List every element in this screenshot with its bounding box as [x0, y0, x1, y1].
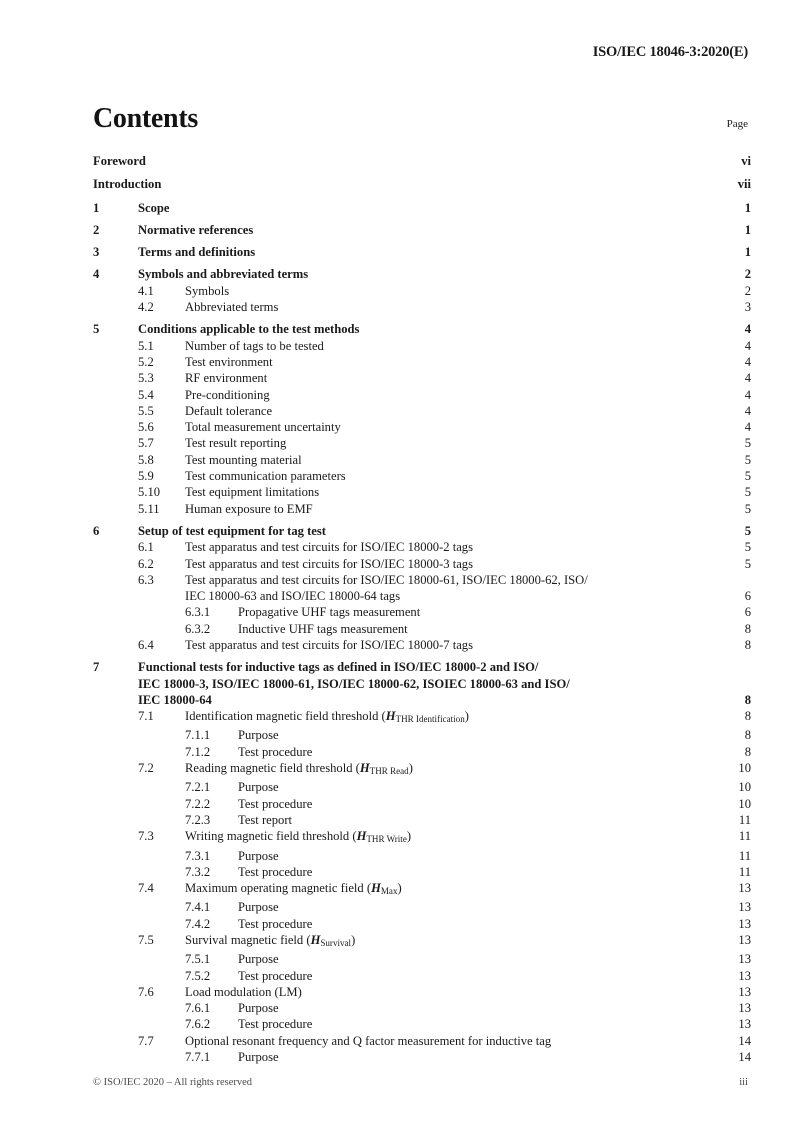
toc-entry[interactable]	[93, 354, 751, 370]
toc-entry-number: 7.2.3	[185, 812, 211, 827]
toc-entry-number: 6.3	[138, 572, 154, 587]
toc-entry-label: Number of tags to be tested	[185, 338, 324, 353]
toc-entry-label: Abbreviated terms	[185, 300, 279, 315]
toc-entry[interactable]	[93, 403, 751, 419]
toc-entry-number: 7.4.2	[185, 916, 211, 931]
toc-entry-label: Pre-conditioning	[185, 387, 270, 402]
toc-entry[interactable]	[93, 501, 751, 517]
toc-entry-number: 7.1	[138, 709, 154, 724]
toc-entry-number: 7.3.2	[185, 864, 211, 879]
toc-entry[interactable]	[93, 370, 751, 386]
toc-entry[interactable]	[93, 468, 751, 484]
toc-entry[interactable]	[93, 283, 751, 299]
toc-entry-label: Test apparatus and test circuits for ISO/IEC 18000-2 tags	[185, 540, 474, 555]
toc-entry-number: 6.2	[138, 556, 154, 571]
toc-entry-number: 6.4	[138, 638, 154, 653]
toc-entry-page: 4	[744, 387, 751, 402]
toc-entry-label-line: Test apparatus and test circuits for ISO/IEC 18000-61, ISO/IEC 18000-62, ISO/	[185, 572, 588, 587]
toc-entry[interactable]	[93, 556, 751, 572]
toc-entry[interactable]	[93, 637, 751, 653]
toc-entry-number: 5.3	[138, 371, 154, 386]
toc-entry[interactable]	[93, 899, 751, 915]
toc-entry-label-line: IEC 18000-3, ISO/IEC 18000-61, ISO/IEC 18000-62, ISOIEC 18000-63 and ISO/	[138, 676, 570, 691]
symbol-subscript: THR Identification	[395, 714, 465, 725]
toc-entry-label: Terms and definitions	[138, 245, 256, 260]
toc-entry-label: Test equipment limitations	[185, 485, 320, 500]
toc-entry-page: 8	[744, 638, 751, 653]
toc-entry-page: 4	[744, 371, 751, 386]
toc-entry-label: Purpose	[238, 780, 279, 795]
toc-entry[interactable]	[93, 299, 751, 315]
symbol-subscript: THR Write	[366, 834, 407, 845]
toc-entry-label: Setup of test equipment for tag test	[138, 523, 326, 538]
toc-entry-page: 1	[744, 245, 751, 260]
page-footer	[93, 1077, 748, 1088]
toc-entry-page: 1	[744, 222, 751, 237]
toc-entry-label-line: Functional tests for inductive tags as defined in ISO/IEC 18000-2 and ISO/	[138, 660, 539, 675]
toc-entry-label: Test report	[238, 812, 293, 827]
toc-entry-page: 11	[738, 829, 751, 844]
toc-entry-page: vi	[741, 154, 751, 168]
toc-entry-page: 13	[738, 1001, 751, 1016]
toc-entry-page: 4	[744, 403, 751, 418]
toc-entry-label: Test procedure	[238, 744, 313, 759]
toc-entry-label: Test procedure	[238, 864, 313, 879]
table-of-contents	[93, 153, 751, 1065]
toc-entry-page: 3	[744, 300, 751, 315]
toc-entry-label: Reading magnetic field threshold $(H_{THR Read})$	[185, 761, 413, 777]
toc-entry-page: 2	[744, 267, 751, 282]
toc-entry[interactable]	[93, 621, 751, 637]
toc-entry-number: 5.1	[138, 338, 154, 353]
toc-entry-number: 5.5	[138, 403, 154, 418]
toc-entry[interactable]	[93, 1016, 751, 1032]
toc-entry-page: 8	[744, 621, 751, 636]
toc-entry-number: 4.1	[138, 283, 154, 298]
toc-entry[interactable]	[93, 880, 751, 899]
toc-entry[interactable]	[93, 828, 751, 847]
toc-entry-number: 7.6.1	[185, 1001, 211, 1016]
toc-entry-label: Purpose	[238, 1050, 279, 1065]
toc-entry-number: 5	[93, 322, 100, 337]
toc-entry-number: 7.7.1	[185, 1050, 211, 1065]
toc-entry-page: 5	[744, 556, 751, 571]
toc-entry-label: Purpose	[238, 1001, 279, 1016]
toc-entry-page: 13	[738, 952, 751, 967]
toc-entry-number: 7.6.2	[185, 1017, 211, 1032]
toc-entry-label: Introduction	[93, 177, 162, 192]
page-title: Contents	[93, 103, 198, 134]
toc-entry-page: 13	[738, 984, 751, 999]
toc-entry-page: 11	[738, 848, 751, 863]
toc-entry-label	[138, 659, 751, 708]
symbol-letter: H	[310, 933, 321, 947]
toc-entry-label: Purpose	[238, 900, 279, 915]
toc-entry-page: 14	[738, 1050, 751, 1065]
toc-entry-number: 2	[93, 222, 100, 237]
toc-entry[interactable]	[93, 659, 751, 708]
toc-entry[interactable]	[93, 1033, 751, 1049]
toc-entry-page: 13	[738, 881, 751, 896]
toc-entry-number: 5.9	[138, 469, 154, 484]
toc-entry-page: 14	[738, 1033, 751, 1048]
toc-entry-page: 5	[744, 436, 751, 451]
toc-entry-page: 5	[744, 540, 751, 555]
toc-entry-number: 6.3.1	[185, 605, 211, 620]
toc-entry-label: Inductive UHF tags measurement	[238, 621, 408, 636]
toc-entry[interactable]	[93, 266, 751, 282]
toc-entry-label: Survival magnetic field $(H_{Survival})$	[185, 933, 356, 948]
toc-entry-number: 7	[93, 660, 100, 675]
toc-entry-number: 7.6	[138, 984, 154, 999]
toc-entry-label: Test procedure	[238, 796, 313, 811]
toc-entry[interactable]	[93, 796, 751, 812]
toc-entry-number: 7.7	[138, 1033, 154, 1048]
toc-entry[interactable]	[93, 539, 751, 555]
toc-entry-number: 7.1.1	[185, 728, 211, 743]
toc-entry[interactable]	[93, 338, 751, 354]
toc-entry-label: Maximum operating magnetic field $(H_{Max})$	[185, 881, 402, 897]
toc-entry-page: 11	[738, 812, 751, 827]
toc-entry-label: Scope	[138, 200, 170, 215]
toc-entry[interactable]	[93, 523, 751, 539]
toc-entry[interactable]	[93, 1049, 751, 1065]
toc-entry-page: 13	[738, 1017, 751, 1032]
toc-entry-label: Writing magnetic field threshold $(H_{THR Write})$	[185, 829, 412, 845]
toc-entry-label: Conditions applicable to the test methods	[138, 322, 360, 337]
toc-entry[interactable]	[93, 604, 751, 620]
toc-entry[interactable]	[93, 779, 751, 795]
toc-entry-page: 13	[738, 916, 751, 931]
toc-entry[interactable]	[93, 435, 751, 451]
toc-entry[interactable]	[93, 1000, 751, 1016]
toc-entry-number: 7.2	[138, 761, 154, 776]
toc-entry-page: vii	[737, 177, 751, 192]
toc-entry[interactable]	[93, 176, 751, 192]
toc-entry-label	[185, 572, 751, 605]
toc-entry-label: Purpose	[238, 952, 279, 967]
toc-entry-number: 5.8	[138, 452, 154, 467]
toc-entry-label: Optional resonant frequency and Q factor measurement for inductive tag	[185, 1033, 552, 1048]
toc-entry-page: 10	[738, 796, 751, 811]
toc-entry-page: 5	[744, 523, 751, 538]
toc-entry-page: 8	[744, 709, 751, 724]
toc-entry-label: Purpose	[238, 848, 279, 863]
toc-entry-number: 7.1.2	[185, 744, 211, 759]
toc-entry[interactable]	[93, 708, 751, 727]
symbol-subscript: Max	[380, 886, 398, 897]
toc-entry-page: 8	[744, 692, 751, 707]
toc-entry-page: 8	[744, 744, 751, 759]
toc-entry[interactable]	[93, 387, 751, 403]
toc-entry[interactable]	[93, 848, 751, 864]
copyright-notice: © ISO/IEC 2020 – All rights reserved	[93, 1077, 253, 1088]
toc-entry-label: Test mounting material	[185, 452, 302, 467]
toc-entry-number: 7.2.1	[185, 780, 211, 795]
toc-entry-page: 5	[744, 452, 751, 467]
toc-entry-label: Foreword	[93, 154, 146, 168]
toc-entry-page: 10	[738, 761, 751, 776]
toc-entry-page: 10	[738, 780, 751, 795]
toc-entry-label: Test procedure	[238, 1017, 313, 1032]
toc-entry-number: 7.4	[138, 881, 154, 896]
toc-entry-label: Test procedure	[238, 916, 313, 931]
toc-entry-number: 5.11	[138, 501, 160, 516]
toc-entry-page: 6	[744, 605, 751, 620]
page-column-label: Page	[726, 118, 748, 130]
toc-entry[interactable]	[93, 222, 751, 238]
toc-entry[interactable]	[93, 812, 751, 828]
toc-entry-number: 3	[93, 245, 100, 260]
toc-entry-number: 1	[93, 200, 100, 215]
toc-entry-label: Test apparatus and test circuits for ISO/IEC 18000-3 tags	[185, 556, 474, 571]
toc-entry-page: 11	[738, 864, 751, 879]
toc-entry-label: Load modulation (LM)	[185, 984, 302, 999]
toc-entry[interactable]	[93, 484, 751, 500]
toc-entry-number: 6.3.2	[185, 621, 211, 636]
toc-entry-label-line: IEC 18000-64	[138, 692, 212, 707]
toc-entry-page: 2	[744, 283, 751, 298]
toc-entry[interactable]	[93, 244, 751, 260]
toc-entry-label: Propagative UHF tags measurement	[238, 605, 421, 620]
toc-entry-number: 4	[93, 267, 100, 282]
toc-entry[interactable]	[93, 419, 751, 435]
symbol-letter: H	[356, 829, 367, 844]
toc-entry-number: 6.1	[138, 540, 154, 555]
toc-entry-label: Normative references	[138, 222, 254, 237]
toc-entry-label: Symbols	[185, 283, 230, 298]
toc-entry-page: 4	[744, 354, 751, 369]
symbol-subscript: THR Read	[369, 766, 409, 777]
toc-entry-number: 7.5.2	[185, 968, 211, 983]
toc-entry-page: 4	[744, 420, 751, 435]
toc-entry-page: 5	[744, 485, 751, 500]
toc-entry-label: Test procedure	[238, 968, 313, 983]
toc-entry[interactable]	[93, 321, 751, 337]
toc-entry-page: 5	[744, 469, 751, 484]
toc-entry-number: 7.5	[138, 933, 154, 947]
toc-entry-number: 7.5.1	[185, 952, 211, 967]
toc-entry[interactable]	[93, 864, 751, 880]
toc-entry-number: 7.3	[138, 829, 154, 844]
symbol-subscript: Survival	[320, 937, 352, 948]
toc-entry-number: 7.4.1	[185, 900, 211, 915]
toc-entry[interactable]	[93, 984, 751, 1000]
toc-entry-page: 13	[738, 933, 751, 947]
toc-entry-label: Purpose	[238, 728, 279, 743]
toc-entry[interactable]	[93, 951, 751, 967]
toc-entry-label: Symbols and abbreviated terms	[138, 267, 309, 282]
toc-entry[interactable]	[93, 932, 751, 951]
toc-entry-label-line: IEC 18000-63 and ISO/IEC 18000-64 tags	[185, 589, 401, 604]
toc-entry-page: 1	[744, 200, 751, 215]
toc-entry[interactable]	[93, 153, 751, 169]
toc-entry-number: 5.6	[138, 420, 154, 435]
toc-entry-page: 4	[744, 322, 751, 337]
toc-entry-label: Test environment	[185, 354, 273, 369]
toc-entry-label: Test communication parameters	[185, 469, 346, 484]
toc-entry-label: Test apparatus and test circuits for ISO/IEC 18000-7 tags	[185, 638, 474, 653]
page-folio: iii	[739, 1077, 748, 1088]
toc-entry-label: Default tolerance	[185, 403, 273, 418]
toc-entry[interactable]	[93, 968, 751, 984]
toc-entry-label: Total measurement uncertainty	[185, 420, 341, 435]
toc-entry-page: 4	[744, 338, 751, 353]
toc-entry[interactable]	[93, 760, 751, 779]
toc-entry-number: 5.7	[138, 436, 154, 451]
toc-entry[interactable]	[93, 727, 751, 743]
toc-entry-label: Human exposure to EMF	[185, 501, 313, 516]
toc-entry-page: 13	[738, 968, 751, 983]
toc-entry-label: Identification magnetic field threshold $(H_{THR Identification})$	[185, 709, 469, 725]
toc-entry-number: 4.2	[138, 300, 154, 315]
toc-entry-number: 7.2.2	[185, 796, 211, 811]
symbol-letter: H	[385, 709, 396, 724]
contents-title-row	[93, 103, 748, 135]
toc-entry[interactable]	[93, 452, 751, 468]
symbol-letter: H	[359, 761, 370, 776]
toc-entry-number: 5.4	[138, 387, 154, 402]
toc-entry-number: 5.10	[138, 485, 161, 500]
toc-entry-label: RF environment	[185, 371, 268, 386]
toc-entry[interactable]	[93, 916, 751, 932]
symbol-letter: H	[371, 881, 381, 896]
toc-entry-label: Test result reporting	[185, 436, 287, 451]
toc-entry-page: 13	[738, 900, 751, 915]
toc-entry-page: 8	[744, 728, 751, 743]
toc-entry[interactable]	[93, 200, 751, 216]
toc-entry-number: 6	[93, 523, 100, 538]
toc-entry[interactable]	[93, 572, 751, 605]
document-identifier: ISO/IEC 18046-3:2020(E)	[592, 44, 748, 60]
toc-entry-number: 5.2	[138, 354, 154, 369]
toc-entry-page: 5	[744, 501, 751, 516]
toc-entry[interactable]	[93, 744, 751, 760]
toc-entry-number: 7.3.1	[185, 848, 211, 863]
toc-entry-page: 6	[744, 589, 751, 604]
